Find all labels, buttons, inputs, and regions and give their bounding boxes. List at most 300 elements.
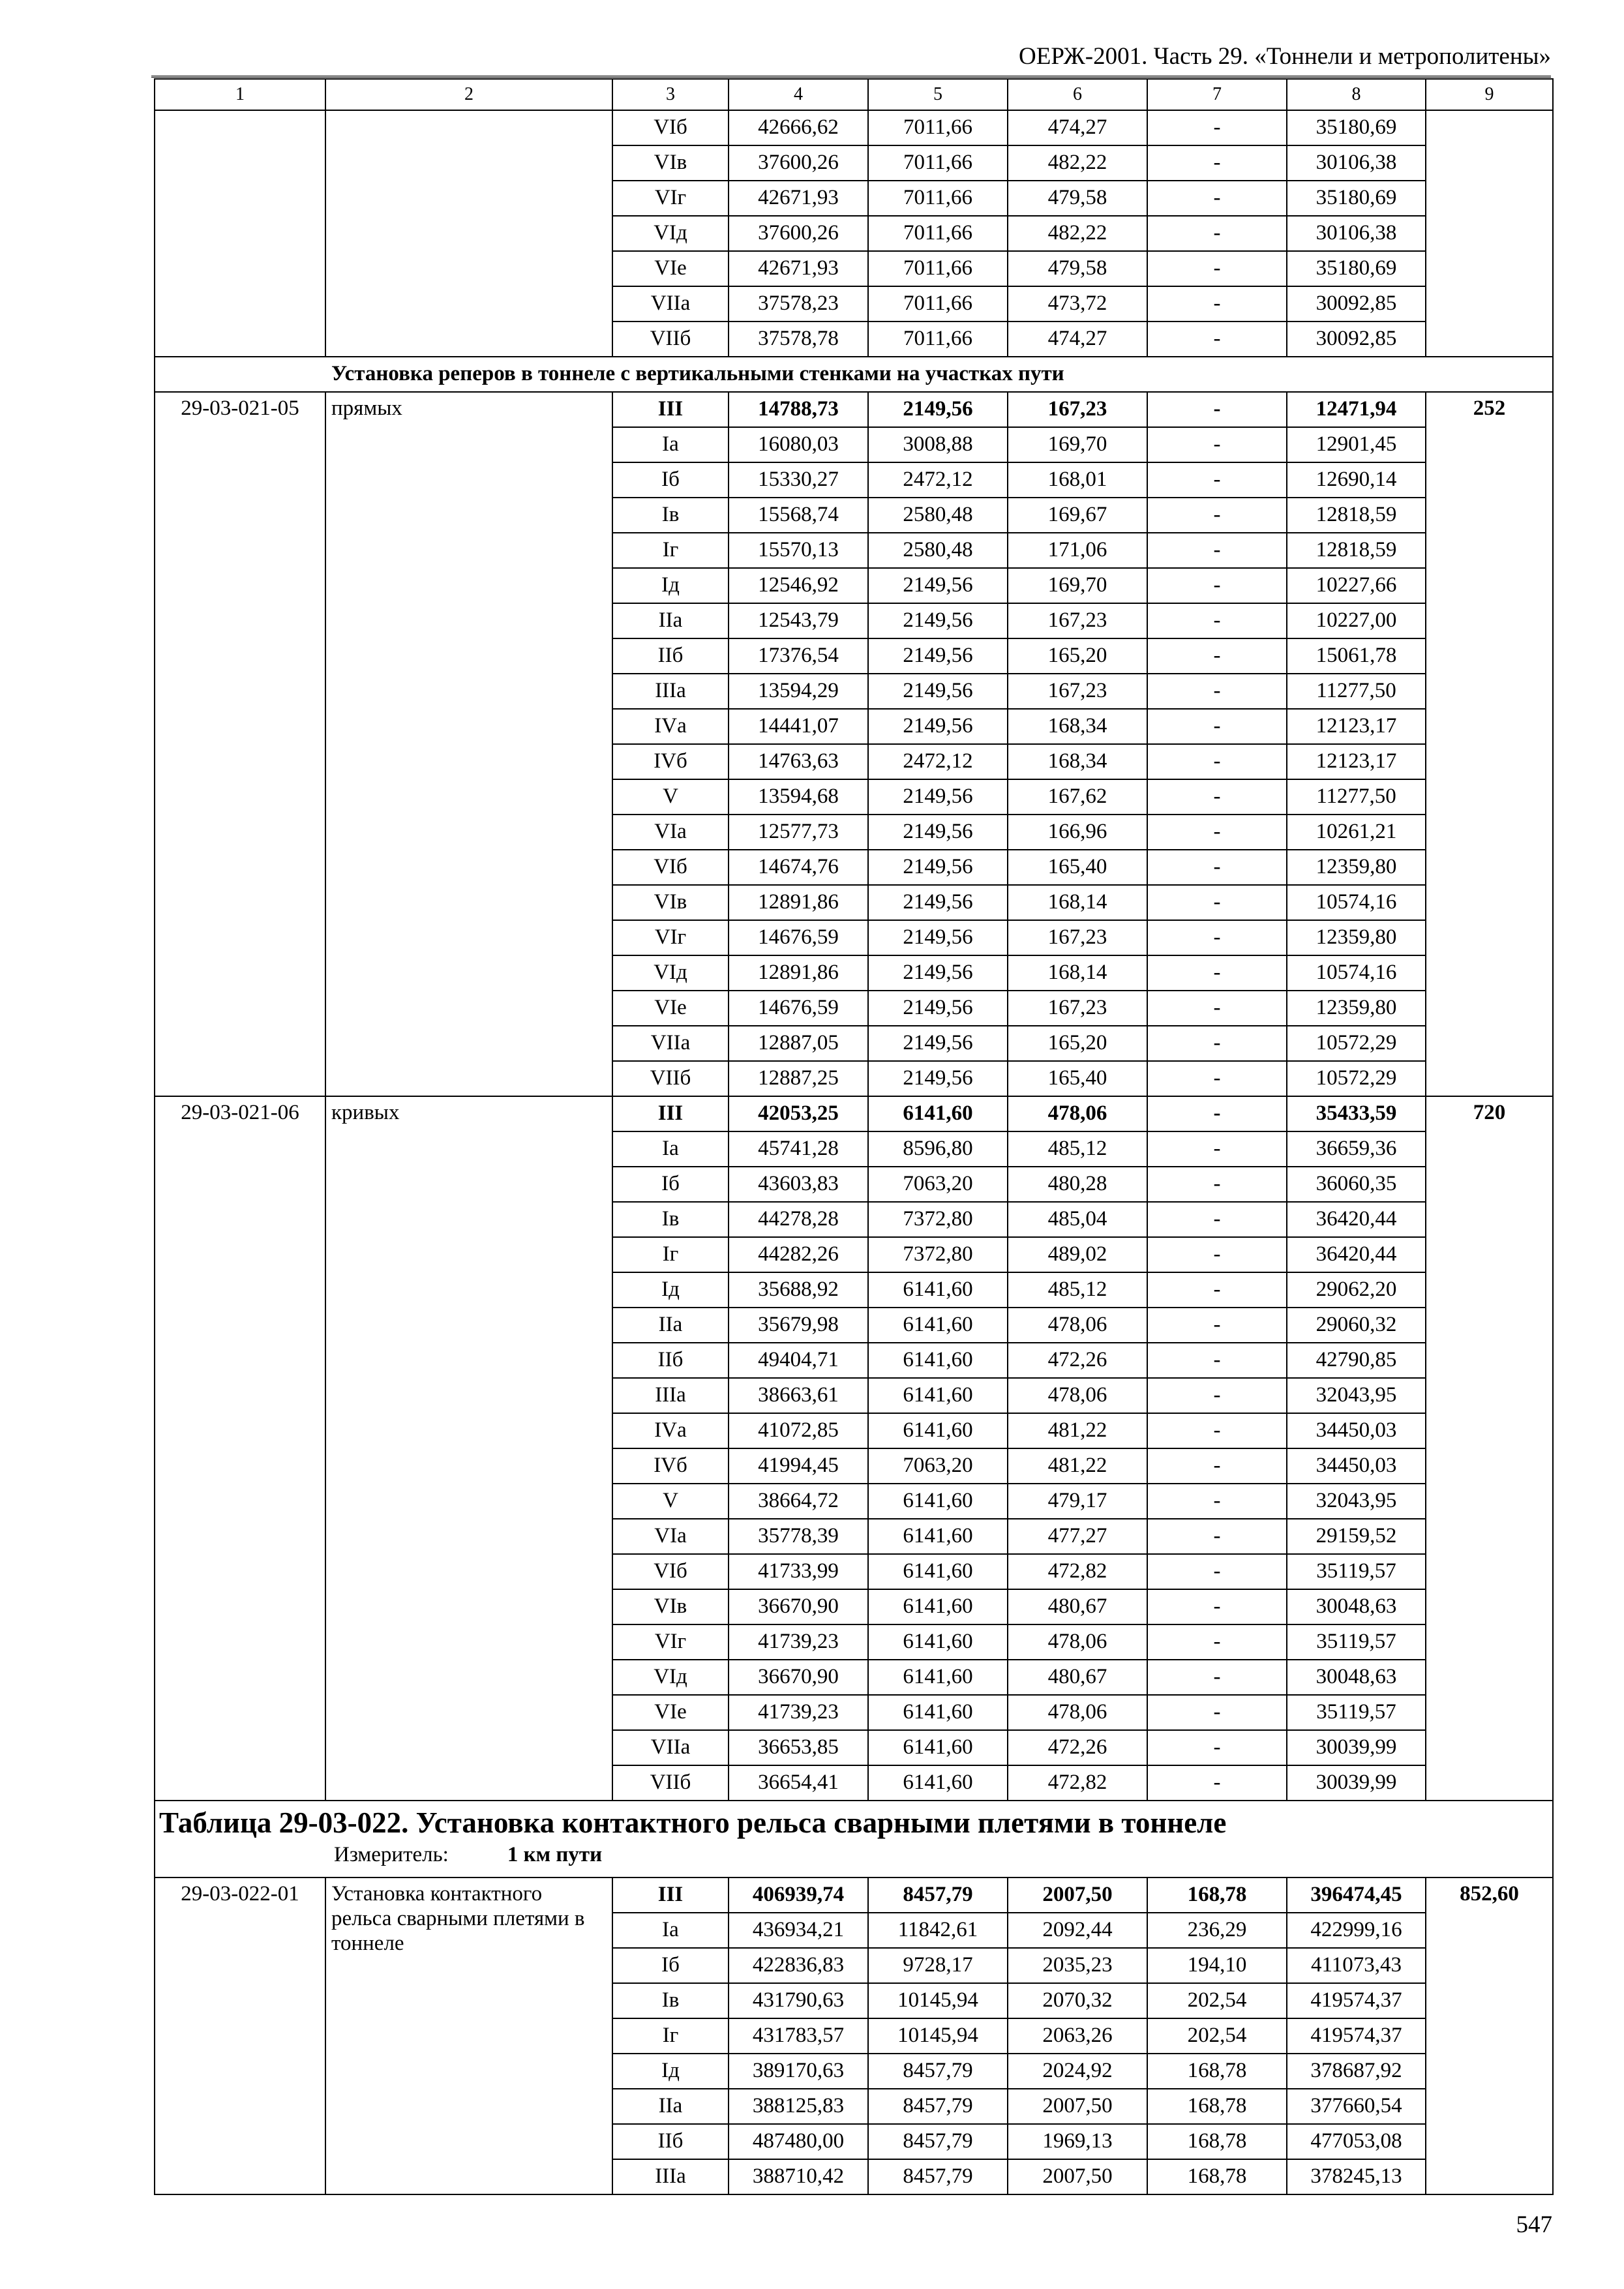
driver-wage: - — [1147, 779, 1287, 815]
wage-cost: 6141,60 — [868, 1343, 1008, 1378]
zone-code: IIIа — [612, 674, 729, 709]
zone-code: Iд — [612, 2054, 729, 2089]
item-description: прямых — [325, 392, 612, 1096]
machine-cost: 168,01 — [1008, 462, 1147, 498]
material-cost: 396474,45 — [1287, 1878, 1426, 1913]
zone-code: Iв — [612, 1983, 729, 2018]
wage-cost: 6141,60 — [868, 1378, 1008, 1413]
zone-code: VIе — [612, 1695, 729, 1730]
driver-wage: - — [1147, 286, 1287, 322]
labor-cost: 252 — [1426, 392, 1553, 1096]
total-cost: 37578,23 — [729, 286, 868, 322]
machine-cost: 2063,26 — [1008, 2018, 1147, 2054]
wage-cost: 2472,12 — [868, 744, 1008, 779]
driver-wage: - — [1147, 1448, 1287, 1484]
material-cost: 29062,20 — [1287, 1272, 1426, 1308]
wage-cost: 6141,60 — [868, 1624, 1008, 1660]
machine-cost: 480,67 — [1008, 1589, 1147, 1624]
wage-cost: 8457,79 — [868, 2159, 1008, 2194]
zone-code: VIг — [612, 181, 729, 216]
driver-wage: - — [1147, 920, 1287, 955]
wage-cost: 2149,56 — [868, 674, 1008, 709]
zone-code: Iб — [612, 1167, 729, 1202]
zone-code: VIIб — [612, 322, 729, 357]
total-cost: 487480,00 — [729, 2124, 868, 2159]
material-cost: 35180,69 — [1287, 251, 1426, 286]
total-cost: 12546,92 — [729, 568, 868, 603]
column-number-row — [155, 79, 1553, 110]
driver-wage: - — [1147, 322, 1287, 357]
total-cost: 43603,83 — [729, 1167, 868, 1202]
zone-code: VIг — [612, 1624, 729, 1660]
material-cost: 12123,17 — [1287, 709, 1426, 744]
material-cost: 35119,57 — [1287, 1695, 1426, 1730]
total-cost: 37600,26 — [729, 145, 868, 181]
machine-cost: 2024,92 — [1008, 2054, 1147, 2089]
wage-cost: 8457,79 — [868, 2054, 1008, 2089]
material-cost: 32043,95 — [1287, 1484, 1426, 1519]
driver-wage: - — [1147, 1378, 1287, 1413]
driver-wage: - — [1147, 744, 1287, 779]
zone-code: Iг — [612, 1237, 729, 1272]
machine-cost: 167,23 — [1008, 920, 1147, 955]
wage-cost: 6141,60 — [868, 1308, 1008, 1343]
driver-wage: - — [1147, 1624, 1287, 1660]
zone-code: VIIб — [612, 1765, 729, 1801]
driver-wage: - — [1147, 392, 1287, 427]
machine-cost: 2007,50 — [1008, 2089, 1147, 2124]
total-cost: 35679,98 — [729, 1308, 868, 1343]
zone-code: VIа — [612, 1519, 729, 1554]
wage-cost: 2149,56 — [868, 568, 1008, 603]
material-cost: 35433,59 — [1287, 1096, 1426, 1131]
total-cost: 36670,90 — [729, 1660, 868, 1695]
material-cost: 10574,16 — [1287, 885, 1426, 920]
wage-cost: 7011,66 — [868, 181, 1008, 216]
wage-cost: 7011,66 — [868, 322, 1008, 357]
total-cost: 42666,62 — [729, 110, 868, 145]
wage-cost: 7063,20 — [868, 1167, 1008, 1202]
driver-wage: - — [1147, 850, 1287, 885]
driver-wage: - — [1147, 533, 1287, 568]
machine-cost: 2007,50 — [1008, 2159, 1147, 2194]
machine-cost: 472,82 — [1008, 1554, 1147, 1589]
wage-cost: 10145,94 — [868, 1983, 1008, 2018]
driver-wage: - — [1147, 1026, 1287, 1061]
material-cost: 12901,45 — [1287, 427, 1426, 462]
table-title: Таблица 29-03-022. Установка контактного рельса сварными плетями в тоннеле — [159, 1806, 1227, 1839]
column-number: 1 — [155, 79, 325, 110]
wage-cost: 7372,80 — [868, 1237, 1008, 1272]
machine-cost: 480,67 — [1008, 1660, 1147, 1695]
machine-cost: 485,04 — [1008, 1202, 1147, 1237]
wage-cost: 7011,66 — [868, 216, 1008, 251]
total-cost: 15568,74 — [729, 498, 868, 533]
total-cost: 44282,26 — [729, 1237, 868, 1272]
zone-code: IIа — [612, 2089, 729, 2124]
wage-cost: 7011,66 — [868, 286, 1008, 322]
material-cost: 422999,16 — [1287, 1913, 1426, 1948]
item-code: 29-03-021-06 — [155, 1096, 325, 1801]
wage-cost: 10145,94 — [868, 2018, 1008, 2054]
wage-cost: 7063,20 — [868, 1448, 1008, 1484]
zone-code: VIд — [612, 216, 729, 251]
machine-cost: 169,70 — [1008, 427, 1147, 462]
wage-cost: 7011,66 — [868, 251, 1008, 286]
machine-cost: 167,23 — [1008, 991, 1147, 1026]
material-cost: 477053,08 — [1287, 2124, 1426, 2159]
machine-cost: 479,17 — [1008, 1484, 1147, 1519]
wage-cost: 2149,56 — [868, 603, 1008, 638]
item-description — [325, 110, 612, 357]
material-cost: 12818,59 — [1287, 498, 1426, 533]
wage-cost: 2149,56 — [868, 709, 1008, 744]
total-cost: 42671,93 — [729, 181, 868, 216]
column-number: 3 — [612, 79, 729, 110]
machine-cost: 167,23 — [1008, 392, 1147, 427]
machine-cost: 474,27 — [1008, 110, 1147, 145]
zone-code: VIв — [612, 145, 729, 181]
driver-wage: - — [1147, 1519, 1287, 1554]
total-cost: 12891,86 — [729, 885, 868, 920]
section-title: Установка реперов в тоннеле с вертикальными стенками на участках пути — [155, 357, 1553, 392]
machine-cost: 168,14 — [1008, 955, 1147, 991]
wage-cost: 6141,60 — [868, 1765, 1008, 1801]
total-cost: 14763,63 — [729, 744, 868, 779]
zone-code: IIIа — [612, 2159, 729, 2194]
total-cost: 42671,93 — [729, 251, 868, 286]
zone-code: VIб — [612, 850, 729, 885]
wage-cost: 7011,66 — [868, 110, 1008, 145]
driver-wage: - — [1147, 568, 1287, 603]
zone-code: VIIб — [612, 1061, 729, 1096]
table-title-cell — [155, 1801, 1553, 1878]
material-cost: 35119,57 — [1287, 1624, 1426, 1660]
total-cost: 38663,61 — [729, 1378, 868, 1413]
zone-code: IVа — [612, 1413, 729, 1448]
material-cost: 30092,85 — [1287, 286, 1426, 322]
driver-wage: - — [1147, 427, 1287, 462]
driver-wage: - — [1147, 251, 1287, 286]
zone-code: III — [612, 1096, 729, 1131]
zone-code: VIд — [612, 1660, 729, 1695]
total-cost: 41739,23 — [729, 1695, 868, 1730]
driver-wage: 168,78 — [1147, 2054, 1287, 2089]
zone-code: IIб — [612, 1343, 729, 1378]
zone-code: IVб — [612, 744, 729, 779]
total-cost: 12577,73 — [729, 815, 868, 850]
driver-wage: - — [1147, 815, 1287, 850]
column-number: 8 — [1287, 79, 1426, 110]
zone-code: IIб — [612, 2124, 729, 2159]
driver-wage: - — [1147, 462, 1287, 498]
table-row — [155, 1096, 1553, 1131]
machine-cost: 168,34 — [1008, 709, 1147, 744]
zone-code: V — [612, 779, 729, 815]
driver-wage: - — [1147, 1131, 1287, 1167]
item-code: 29-03-021-05 — [155, 392, 325, 1096]
wage-cost: 6141,60 — [868, 1554, 1008, 1589]
driver-wage: - — [1147, 1272, 1287, 1308]
machine-cost: 472,26 — [1008, 1343, 1147, 1378]
zone-code: Iд — [612, 568, 729, 603]
material-cost: 419574,37 — [1287, 2018, 1426, 2054]
driver-wage: 236,29 — [1147, 1913, 1287, 1948]
material-cost: 10572,29 — [1287, 1026, 1426, 1061]
material-cost: 378245,13 — [1287, 2159, 1426, 2194]
machine-cost: 489,02 — [1008, 1237, 1147, 1272]
wage-cost: 3008,88 — [868, 427, 1008, 462]
machine-cost: 2070,32 — [1008, 1983, 1147, 2018]
driver-wage: - — [1147, 1765, 1287, 1801]
driver-wage: - — [1147, 1730, 1287, 1765]
driver-wage: - — [1147, 1202, 1287, 1237]
driver-wage: - — [1147, 1308, 1287, 1343]
material-cost: 12471,94 — [1287, 392, 1426, 427]
labor-cost: 852,60 — [1426, 1878, 1553, 2194]
machine-cost: 1969,13 — [1008, 2124, 1147, 2159]
driver-wage: - — [1147, 1589, 1287, 1624]
wage-cost: 2149,56 — [868, 779, 1008, 815]
zone-code: VIе — [612, 251, 729, 286]
zone-code: Iд — [612, 1272, 729, 1308]
zone-code: VIв — [612, 885, 729, 920]
total-cost: 431790,63 — [729, 1983, 868, 2018]
material-cost: 12359,80 — [1287, 991, 1426, 1026]
wage-cost: 2580,48 — [868, 533, 1008, 568]
total-cost: 41739,23 — [729, 1624, 868, 1660]
wage-cost: 2149,56 — [868, 920, 1008, 955]
driver-wage: - — [1147, 1554, 1287, 1589]
wage-cost: 2149,56 — [868, 850, 1008, 885]
driver-wage: - — [1147, 603, 1287, 638]
driver-wage: 168,78 — [1147, 2089, 1287, 2124]
wage-cost: 6141,60 — [868, 1413, 1008, 1448]
total-cost: 41072,85 — [729, 1413, 868, 1448]
total-cost: 36653,85 — [729, 1730, 868, 1765]
machine-cost: 171,06 — [1008, 533, 1147, 568]
machine-cost: 478,06 — [1008, 1096, 1147, 1131]
material-cost: 30106,38 — [1287, 145, 1426, 181]
machine-cost: 165,20 — [1008, 1026, 1147, 1061]
column-number: 2 — [325, 79, 612, 110]
driver-wage: - — [1147, 498, 1287, 533]
driver-wage: - — [1147, 674, 1287, 709]
machine-cost: 481,22 — [1008, 1448, 1147, 1484]
driver-wage: - — [1147, 1413, 1287, 1448]
zone-code: VIIа — [612, 286, 729, 322]
wage-cost: 6141,60 — [868, 1730, 1008, 1765]
total-cost: 41733,99 — [729, 1554, 868, 1589]
driver-wage: - — [1147, 885, 1287, 920]
material-cost: 378687,92 — [1287, 2054, 1426, 2089]
total-cost: 14676,59 — [729, 991, 868, 1026]
zone-code: Iб — [612, 462, 729, 498]
item-description: Установка контактного рельса сварными плетями в тоннеле — [325, 1878, 612, 2194]
total-cost: 49404,71 — [729, 1343, 868, 1378]
zone-code: IIа — [612, 603, 729, 638]
machine-cost: 478,06 — [1008, 1624, 1147, 1660]
material-cost: 11277,50 — [1287, 674, 1426, 709]
wage-cost: 2149,56 — [868, 1061, 1008, 1096]
zone-code: VIе — [612, 991, 729, 1026]
material-cost: 42790,85 — [1287, 1343, 1426, 1378]
item-code — [155, 110, 325, 357]
wage-cost: 7011,66 — [868, 145, 1008, 181]
zone-code: Iа — [612, 427, 729, 462]
wage-cost: 9728,17 — [868, 1948, 1008, 1983]
machine-cost: 167,23 — [1008, 674, 1147, 709]
material-cost: 35119,57 — [1287, 1554, 1426, 1589]
material-cost: 30092,85 — [1287, 322, 1426, 357]
driver-wage: - — [1147, 1237, 1287, 1272]
machine-cost: 165,40 — [1008, 850, 1147, 885]
driver-wage: - — [1147, 1484, 1287, 1519]
material-cost: 35180,69 — [1287, 181, 1426, 216]
machine-cost: 477,27 — [1008, 1519, 1147, 1554]
material-cost: 15061,78 — [1287, 638, 1426, 674]
material-cost: 30048,63 — [1287, 1589, 1426, 1624]
table-row — [155, 1878, 1553, 1913]
total-cost: 14441,07 — [729, 709, 868, 744]
wage-cost: 2149,56 — [868, 815, 1008, 850]
wage-cost: 6141,60 — [868, 1589, 1008, 1624]
driver-wage: - — [1147, 955, 1287, 991]
zone-code: Iг — [612, 533, 729, 568]
material-cost: 12123,17 — [1287, 744, 1426, 779]
material-cost: 30039,99 — [1287, 1730, 1426, 1765]
total-cost: 14788,73 — [729, 392, 868, 427]
machine-cost: 480,28 — [1008, 1167, 1147, 1202]
machine-cost: 2035,23 — [1008, 1948, 1147, 1983]
material-cost: 10261,21 — [1287, 815, 1426, 850]
zone-code: IIIа — [612, 1378, 729, 1413]
total-cost: 12543,79 — [729, 603, 868, 638]
machine-cost: 168,34 — [1008, 744, 1147, 779]
total-cost: 37578,78 — [729, 322, 868, 357]
total-cost: 13594,68 — [729, 779, 868, 815]
machine-cost: 166,96 — [1008, 815, 1147, 850]
zone-code: Iв — [612, 498, 729, 533]
item-description: кривых — [325, 1096, 612, 1801]
zone-code: Iв — [612, 1202, 729, 1237]
total-cost: 436934,21 — [729, 1913, 868, 1948]
total-cost: 389170,63 — [729, 2054, 868, 2089]
measure-label: Измеритель: — [334, 1843, 449, 1866]
total-cost: 422836,83 — [729, 1948, 868, 1983]
material-cost: 411073,43 — [1287, 1948, 1426, 1983]
material-cost: 30039,99 — [1287, 1765, 1426, 1801]
column-number: 5 — [868, 79, 1008, 110]
material-cost: 10227,00 — [1287, 603, 1426, 638]
material-cost: 12690,14 — [1287, 462, 1426, 498]
column-number: 6 — [1008, 79, 1147, 110]
machine-cost: 479,58 — [1008, 251, 1147, 286]
machine-cost: 482,22 — [1008, 216, 1147, 251]
material-cost: 34450,03 — [1287, 1448, 1426, 1484]
machine-cost: 472,82 — [1008, 1765, 1147, 1801]
machine-cost: 167,62 — [1008, 779, 1147, 815]
table-row — [155, 110, 1553, 145]
material-cost: 12818,59 — [1287, 533, 1426, 568]
material-cost: 11277,50 — [1287, 779, 1426, 815]
driver-wage: 168,78 — [1147, 1878, 1287, 1913]
wage-cost: 6141,60 — [868, 1272, 1008, 1308]
zone-code: Iа — [612, 1913, 729, 1948]
machine-cost: 479,58 — [1008, 181, 1147, 216]
total-cost: 35688,92 — [729, 1272, 868, 1308]
page-number: 547 — [1516, 2211, 1552, 2238]
material-cost: 30106,38 — [1287, 216, 1426, 251]
material-cost: 32043,95 — [1287, 1378, 1426, 1413]
column-number: 4 — [729, 79, 868, 110]
zone-code: VIIа — [612, 1730, 729, 1765]
total-cost: 15330,27 — [729, 462, 868, 498]
machine-cost: 169,67 — [1008, 498, 1147, 533]
wage-cost: 6141,60 — [868, 1519, 1008, 1554]
machine-cost: 473,72 — [1008, 286, 1147, 322]
machine-cost: 485,12 — [1008, 1272, 1147, 1308]
zone-code: VIIа — [612, 1026, 729, 1061]
total-cost: 36670,90 — [729, 1589, 868, 1624]
wage-cost: 8457,79 — [868, 2124, 1008, 2159]
zone-code: VIа — [612, 815, 729, 850]
wage-cost: 11842,61 — [868, 1913, 1008, 1948]
wage-cost: 6141,60 — [868, 1660, 1008, 1695]
material-cost: 35180,69 — [1287, 110, 1426, 145]
zone-code: Iг — [612, 2018, 729, 2054]
machine-cost: 168,14 — [1008, 885, 1147, 920]
wage-cost: 6141,60 — [868, 1695, 1008, 1730]
driver-wage: 168,78 — [1147, 2159, 1287, 2194]
total-cost: 431783,57 — [729, 2018, 868, 2054]
wage-cost: 2149,56 — [868, 638, 1008, 674]
wage-cost: 8457,79 — [868, 1878, 1008, 1913]
machine-cost: 2007,50 — [1008, 1878, 1147, 1913]
driver-wage: - — [1147, 991, 1287, 1026]
material-cost: 36420,44 — [1287, 1237, 1426, 1272]
machine-cost: 167,23 — [1008, 603, 1147, 638]
machine-cost: 165,20 — [1008, 638, 1147, 674]
total-cost: 45741,28 — [729, 1131, 868, 1167]
price-table — [154, 78, 1554, 2195]
material-cost: 10574,16 — [1287, 955, 1426, 991]
material-cost: 36060,35 — [1287, 1167, 1426, 1202]
machine-cost: 478,06 — [1008, 1695, 1147, 1730]
machine-cost: 472,26 — [1008, 1730, 1147, 1765]
wage-cost: 2149,56 — [868, 392, 1008, 427]
total-cost: 17376,54 — [729, 638, 868, 674]
zone-code: VIв — [612, 1589, 729, 1624]
total-cost: 14674,76 — [729, 850, 868, 885]
total-cost: 15570,13 — [729, 533, 868, 568]
item-code: 29-03-022-01 — [155, 1878, 325, 2194]
total-cost: 388710,42 — [729, 2159, 868, 2194]
driver-wage: - — [1147, 638, 1287, 674]
material-cost: 377660,54 — [1287, 2089, 1426, 2124]
wage-cost: 8457,79 — [868, 2089, 1008, 2124]
driver-wage: - — [1147, 1061, 1287, 1096]
machine-cost: 478,06 — [1008, 1308, 1147, 1343]
zone-code: Iа — [612, 1131, 729, 1167]
material-cost: 419574,37 — [1287, 1983, 1426, 2018]
total-cost: 16080,03 — [729, 427, 868, 462]
total-cost: 12891,86 — [729, 955, 868, 991]
driver-wage: 202,54 — [1147, 1983, 1287, 2018]
machine-cost: 2092,44 — [1008, 1913, 1147, 1948]
machine-cost: 485,12 — [1008, 1131, 1147, 1167]
wage-cost: 2149,56 — [868, 1026, 1008, 1061]
